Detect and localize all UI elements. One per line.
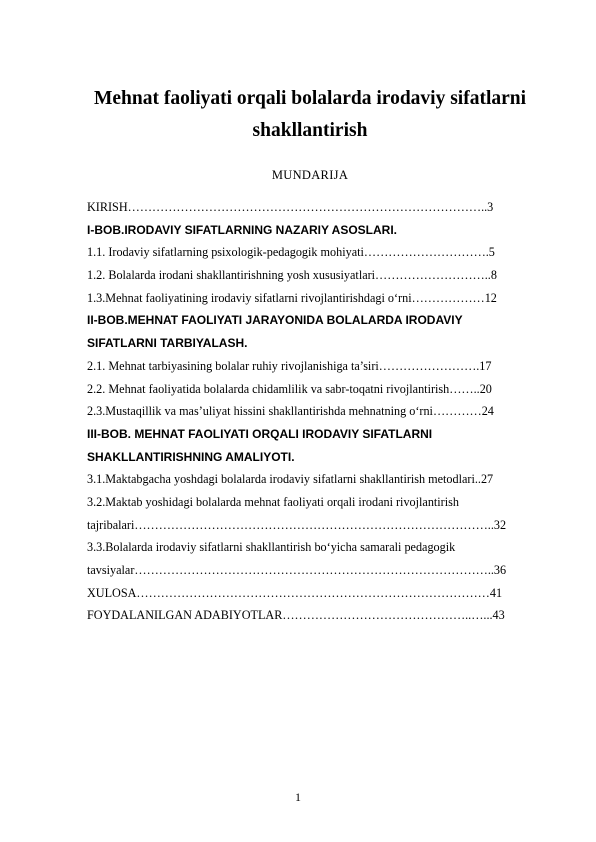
toc-entry-2-1: 2.1. Mehnat tarbiyasining bolalar ruhiy rivojlanishiga ta’siri…………………….17: [87, 358, 492, 373]
toc-chapter-3-heading-line-2: SHAKLLANTIRISHNING AMALIYOTI.: [87, 449, 295, 464]
table-of-contents: [87, 196, 557, 627]
toc-entry-conclusion: XULOSA……………………………………………………………………………41: [87, 585, 503, 600]
document-title-line-1: Mehnat faoliyati orqali bolalarda irodaviy sifatlarni: [93, 88, 527, 109]
toc-entry-1-3: 1.3.Mehnat faoliyatining irodaviy sifatlarni rivojlantirishdagi o‘rni………………12: [87, 290, 497, 305]
toc-entry-3-3-line-1: 3.3.Bolalarda irodaviy sifatlarni shakllantirish bo‘yicha samarali pedagogik: [87, 540, 456, 555]
toc-chapter-3-heading-line-1: III-BOB. MEHNAT FAOLIYATI ORQALI IRODAVIY SIFATLARNI: [87, 426, 433, 441]
toc-chapter-1-heading: I-BOB.IRODAVIY SIFATLARNING NAZARIY ASOSLARI.: [87, 222, 398, 237]
toc-entry-introduction: KIRISH……………………………………………………………………………..3: [87, 200, 494, 214]
toc-chapter-2-heading-line-2: SIFATLARNI TARBIYALASH.: [87, 336, 248, 351]
toc-entry-3-3-line-2: tavsiyalar……………………………………………………………………………..36: [87, 563, 507, 577]
toc-entry-3-1: 3.1.Maktabgacha yoshdagi bolalarda irodaviy sifatlarni shakllantirish metodlari..27: [87, 472, 494, 487]
toc-entry-2-2: 2.2. Mehnat faoliyatida bolalarda chidamlilik va sabr-toqatni rivojlantirish……..20: [87, 381, 492, 396]
toc-entry-3-2-line-2: tajribalari……………………………………………………………………………..32: [87, 517, 507, 532]
toc-entry-3-2-line-1: 3.2.Maktab yoshidagi bolalarda mehnat faoliyati orqali irodani rivojlantirish: [87, 494, 459, 509]
toc-entry-references: FOYDALANILGAN ADABIYOTLAR………………………………………..…...43: [87, 608, 505, 623]
page-number: 1: [295, 790, 301, 804]
document-title-line-2: shakllantirish: [252, 120, 368, 141]
toc-entry-1-1: 1.1. Irodaviy sifatlarning psixologik-pedagogik mohiyati………………………….5: [87, 245, 495, 260]
contents-heading: MUNDARIJA: [271, 168, 349, 182]
toc-entry-1-2: 1.2. Bolalarda irodani shakllantirishning yosh xususiyatlari………………………..8: [87, 268, 497, 283]
toc-chapter-2-heading-line-1: II-BOB.MEHNAT FAOLIYATI JARAYONIDA BOLALARDA IRODAVIY: [87, 313, 463, 328]
toc-entry-2-3: 2.3.Mustaqillik va mas’uliyat hissini shakllantirishda mehnatning o‘rni…………24: [87, 404, 494, 419]
